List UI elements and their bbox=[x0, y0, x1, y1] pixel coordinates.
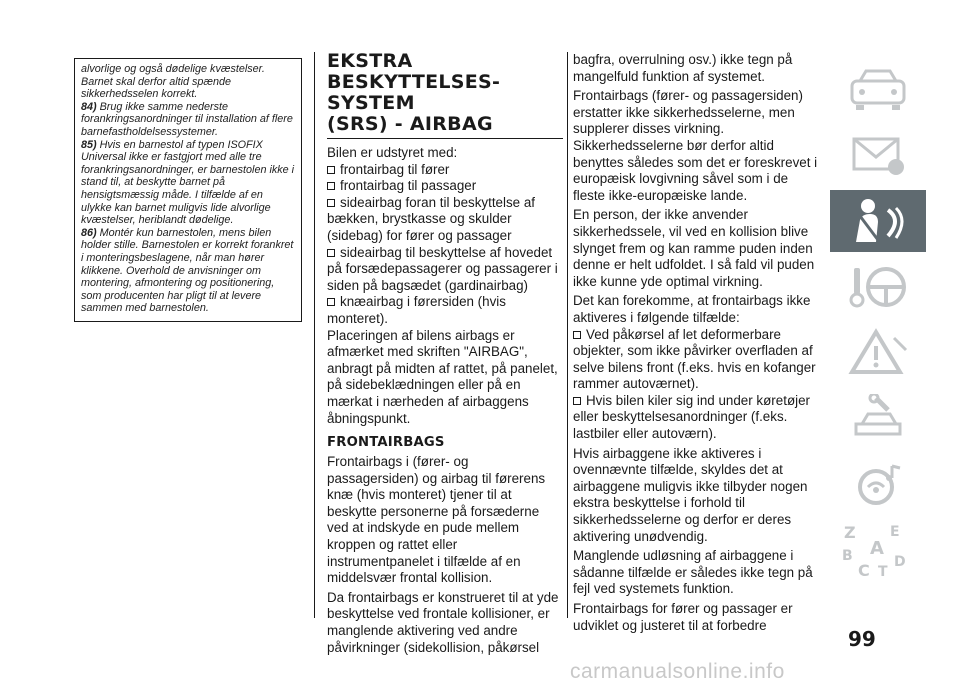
index-letter: B bbox=[842, 548, 853, 564]
right-column bbox=[573, 52, 819, 637]
seatbelt-airbag-icon bbox=[846, 196, 910, 246]
chapter-tab-warnings[interactable] bbox=[830, 124, 926, 186]
frontairbags-paragraph: Da frontairbags er konstrueret til at yde beskyttelse ved frontale kollisioner, er manglende aktivering ved andre påvirkninger (sidekollision, påkørsel bbox=[327, 589, 559, 655]
list-item bbox=[327, 195, 563, 245]
key-steering-wheel-icon bbox=[846, 262, 910, 312]
warning-86 bbox=[81, 227, 295, 315]
chapter-tab-safety[interactable] bbox=[830, 190, 926, 252]
list-item bbox=[573, 327, 819, 393]
wrench-car-icon bbox=[846, 394, 910, 444]
warning-text: Brug ikke samme nederste forankringsanordninger til installation af flere barnefastholdelsessystemer. bbox=[81, 100, 293, 138]
body-paragraph: Frontairbags (fører- og passagersiden) erstatter ikke sikkerhedsselerne, men supplerer disses virkning. Sikkerhedsselerne bør derfor altid benyttes således som det er foreskrevet i europæisk lovgivning såvel som i de fleste ikke-europæiske lande. bbox=[573, 88, 818, 203]
car-dashboard-icon bbox=[848, 67, 908, 111]
list-item-text: sideairbag foran til beskyttelse af bækken, brystkasse og skulder (sidebag) for fører og passager bbox=[327, 194, 536, 243]
checkbox-bullet-icon bbox=[327, 166, 335, 174]
title-line: EKSTRA bbox=[327, 50, 413, 72]
chapter-tab-dashboard[interactable] bbox=[830, 58, 926, 120]
chapter-tab-emergency[interactable] bbox=[830, 322, 926, 384]
warning-text: Hvis en barnestol af typen ISOFIX Universal ikke er fastgjort med alle tre forankringsanordninger, er barnestolen ikke i stand til, at beskytte barnet på hensigtsmæssig måde. I tilfælde af en ulykke kan barnet muligvis lide alvorlige kvæstelser, heriblandt dødelige. bbox=[81, 138, 295, 227]
envelope-warning-icon bbox=[848, 133, 908, 177]
placement-paragraph: Placeringen af bilens airbags er afmærket med skriften "AIRBAG", anbragt på midten af rattet, på panelet, på sidebeklædningen eller på en mærkat i nærheden af airbaggens åbningspunkt. bbox=[327, 327, 558, 426]
warning-text: alvorlige og også dødelige kvæstelser. Barnet skal derfor altid spænde sikkerhedsselen korrekt. bbox=[81, 63, 265, 101]
index-letter: T bbox=[878, 564, 888, 580]
list-item bbox=[327, 294, 563, 327]
list-item-text: frontairbag til fører bbox=[340, 161, 450, 177]
warning-text: Montér kun barnestolen, mens bilen holder stille. Barnestolen er korrekt forankret i monteringsbeslagene, når man hører klikkene. Overhold de anvisninger om montering, afmontering og positionering, som producenten har pligt til at levere sammen med barnestolen. bbox=[81, 226, 294, 315]
list-item-text: Ved påkørsel af let deformerbare objekter, som ikke påvirker overfladen af selve bilens front (f.eks. hvis en kofanger rammer autoværnet). bbox=[573, 326, 816, 392]
body-paragraph: Frontairbags for fører og passager er udviklet og justeret til at forbedre bbox=[573, 601, 793, 633]
list-item bbox=[573, 393, 819, 443]
section-title bbox=[327, 51, 563, 135]
list-item-text: frontairbag til passager bbox=[340, 178, 477, 194]
list-item-text: sideairbag til beskyttelse af hovedet på forsædepassagerer og passagerer i siden på bagsædet (gardinairbag) bbox=[327, 244, 558, 293]
chapter-tab-multimedia[interactable] bbox=[830, 454, 926, 516]
chapter-sidebar bbox=[830, 58, 926, 586]
index-letter: D bbox=[894, 554, 906, 570]
index-letter: C bbox=[858, 561, 870, 580]
warnings-box bbox=[74, 58, 302, 322]
column-divider bbox=[314, 52, 315, 618]
title-line: BESKYTTELSES- bbox=[327, 71, 501, 93]
frontairbags-paragraph: Frontairbags i (fører- og passagersiden) og airbag til førerens knæ (hvis monteret) tjener til at beskytte personerne på forsæderne ved at indskyde en pude mellem kroppen og rattet eller instrumentpanelet i tilfælde af en middelsvær frontal kollision. bbox=[327, 454, 546, 586]
alphabet-index-icon bbox=[838, 522, 918, 580]
warning-number: 85) bbox=[81, 138, 97, 151]
list-item bbox=[327, 245, 563, 295]
middle-column bbox=[327, 51, 563, 659]
checkbox-bullet-icon bbox=[327, 199, 335, 207]
body-paragraph: Det kan forekomme, at frontairbags ikke aktiveres i følgende tilfælde: bbox=[573, 293, 811, 325]
index-letter: Z bbox=[844, 523, 856, 542]
index-letter: A bbox=[870, 538, 884, 559]
chapter-tab-index[interactable] bbox=[830, 520, 926, 582]
list-item bbox=[327, 162, 563, 179]
list-item-text: Hvis bilen kiler sig ind under køretøjer eller beskyttelsesanordninger (f.eks. lastbiler eller autoværn). bbox=[573, 392, 810, 442]
title-line: (SRS) - AIRBAG bbox=[327, 113, 493, 135]
index-letter: E bbox=[890, 524, 900, 540]
intro-text: Bilen er udstyret med: bbox=[327, 145, 458, 160]
equipment-list bbox=[327, 162, 563, 328]
body-paragraph: Manglende udløsning af airbaggene i sådanne tilfælde er således ikke tegn på fejl ved systemets funktion. bbox=[573, 548, 813, 597]
checkbox-bullet-icon bbox=[327, 298, 335, 306]
warning-continuation bbox=[81, 63, 295, 101]
column-divider bbox=[567, 52, 568, 618]
chapter-tab-starting[interactable] bbox=[830, 256, 926, 318]
checkbox-bullet-icon bbox=[327, 182, 335, 190]
list-item bbox=[327, 178, 563, 195]
media-nav-icon bbox=[846, 460, 910, 510]
site-watermark: carmanualsonline.info bbox=[570, 660, 785, 683]
title-line: SYSTEM bbox=[327, 92, 415, 114]
checkbox-bullet-icon bbox=[573, 331, 581, 339]
body-paragraph: En person, der ikke anvender sikkerhedssele, vil ved en kollision blive slynget frem og kan ramme puden inden denne er helt udfoldet. I så fald vil puden ikke kunne yde optimal virkning. bbox=[573, 207, 815, 289]
warning-84 bbox=[81, 101, 295, 139]
page-number: 99 bbox=[848, 627, 876, 651]
warning-85 bbox=[81, 139, 295, 227]
body-paragraph: bagfra, overrulning osv.) ikke tegn på mangelfuld funktion af systemet. bbox=[573, 52, 793, 84]
body-paragraph: Hvis airbaggene ikke aktiveres i ovennævnte tilfælde, skyldes det at airbaggene muligvis ikke tilbyder nogen ekstra beskyttelse i forhold til sikkerhedsselerne og derfor er deres aktivering unødvendig. bbox=[573, 445, 808, 544]
checkbox-bullet-icon bbox=[327, 249, 335, 257]
warning-number: 84) bbox=[81, 100, 97, 113]
warning-number: 86) bbox=[81, 226, 97, 239]
list-item-text: knæairbag i førersiden (hvis monteret). bbox=[327, 294, 506, 326]
title-rule bbox=[327, 138, 563, 139]
checkbox-bullet-icon bbox=[573, 397, 581, 405]
warning-triangle-icon bbox=[846, 328, 910, 378]
chapter-tab-maintenance[interactable] bbox=[830, 388, 926, 450]
frontairbags-heading: FRONTAIRBAGS bbox=[327, 435, 445, 451]
